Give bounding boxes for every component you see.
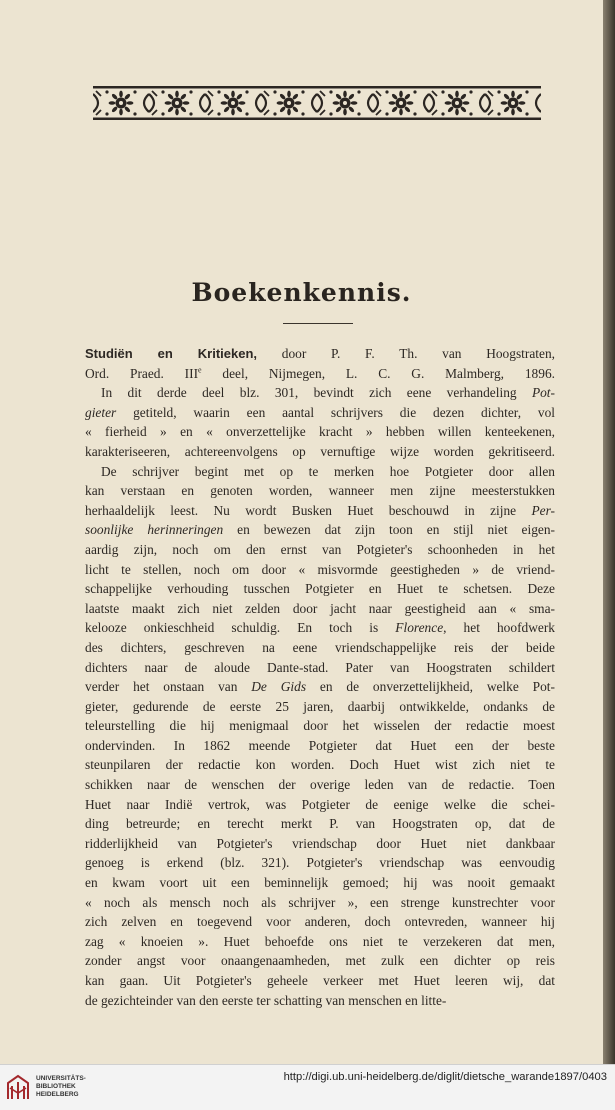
text-segment: door P. F. Th. van Hoogstraten, xyxy=(257,346,555,361)
text-segment: « noch als mensch noch als schrijver », een strenge kunstrechter voor xyxy=(85,894,555,910)
text-line xyxy=(85,520,555,540)
text-line xyxy=(85,618,555,638)
text-line xyxy=(85,697,555,717)
text-segment: ondervinden. In 1862 meende Potgieter dat Huet een der beste xyxy=(85,737,555,753)
text-segment: In dit derde deel blz. 301, bevindt zich eene verhandeling xyxy=(101,385,532,401)
text-line xyxy=(85,403,555,423)
text-line xyxy=(85,364,555,384)
text-segment: dichters naar de aloude Dante-stad. Pater van Hoogstraten schildert xyxy=(85,659,555,675)
text-segment: schikken naar de wenschen der overige leden van de redactie. Toen xyxy=(85,777,555,793)
text-segment: ding betreurde; en terecht merkt P. van Hoogstraten op, dat de xyxy=(85,816,555,832)
text-segment: schappelijke verhouding tusschen Potgieter en Huet te schetsen. Deze xyxy=(85,581,555,597)
text-segment: Florence xyxy=(395,620,444,636)
text-segment: Huet naar Indië vertrok, was Potgieter de eenige welke die schei- xyxy=(85,796,555,812)
text-line xyxy=(85,638,555,658)
text-line xyxy=(85,736,555,756)
text-segment: aardig zijn, noch om den ernst van Potgieter's schoonheden in het xyxy=(85,541,555,557)
text-segment: de gezichteinder van den eerste ter schatting van menschen en litte- xyxy=(85,992,447,1008)
ornament-icon xyxy=(93,84,541,122)
text-segment: Ord. Praed. III xyxy=(85,365,199,381)
text-segment: Pot- xyxy=(531,385,555,401)
text-line xyxy=(85,912,555,932)
text-segment: « fierheid » en « onverzettelijke kracht » hebben willen kenteekenen, xyxy=(85,424,555,440)
text-line xyxy=(85,501,555,521)
text-segment: gieter xyxy=(85,404,117,420)
text-line xyxy=(85,422,555,442)
text-segment: des dichters, geschreven na eene vriendschappelijke reis der beide xyxy=(85,639,555,655)
text-line xyxy=(85,579,555,599)
text-segment: De schrijver begint met op te merken hoe Potgieter door allen xyxy=(101,463,555,479)
text-line xyxy=(85,677,555,697)
text-line xyxy=(85,462,555,482)
text-line xyxy=(85,716,555,736)
text-line xyxy=(85,344,555,364)
text-line xyxy=(85,755,555,775)
library-name-line: HEIDELBERG xyxy=(36,1091,79,1098)
university-library-logo-icon xyxy=(6,1074,30,1101)
text-line xyxy=(85,599,555,619)
text-segment: zich zelven en toegevend voor anderen, doch ontevreden, wanneer hij xyxy=(85,914,555,930)
text-line xyxy=(85,991,555,1011)
text-segment: soonlijke herinneringen xyxy=(85,522,224,538)
text-segment: teleurstelling die hij menigmaal door het wisselen der redactie moest xyxy=(85,718,555,734)
text-segment: deel, Nijmegen, L. C. G. Malmberg, 1896. xyxy=(201,365,555,381)
source-url-link[interactable]: http://digi.ub.uni-heidelberg.de/diglit/dietsche_warande1897/0403 xyxy=(283,1071,607,1083)
text-segment: en bewezen dat zijn toon en stijl niet eigen- xyxy=(223,522,555,538)
text-line xyxy=(85,775,555,795)
section-heading: Boekenkennis. xyxy=(191,278,412,307)
text-segment: kan verstaan en genoten worden, wanneer men zijne meesterstukken xyxy=(85,483,555,499)
text-segment: , het hoofdwerk xyxy=(443,620,555,636)
text-segment: karakteriseeren, achtereenvolgens op vernuftige wijze worden gekritiseerd. xyxy=(85,443,555,459)
text-line xyxy=(85,383,555,403)
review-text-block xyxy=(85,344,555,1010)
text-segment: zonder angst voor onaangenaamheden, met zulk een dichter op reis xyxy=(85,953,555,969)
book-spine-shadow xyxy=(603,0,615,1064)
text-segment: genoeg is erkend (blz. 321). Potgieter's vriendschap was eenvoudig xyxy=(85,855,555,871)
text-line xyxy=(85,540,555,560)
text-segment: gieter, gedurende de eerste 25 jaren, daarbij ontwikkelde, ondanks de xyxy=(85,698,555,714)
text-line xyxy=(85,560,555,580)
text-segment: Per- xyxy=(531,502,555,518)
text-line xyxy=(85,873,555,893)
text-segment: en kwam voort uit een beminnelijk gemoed; hij was nooit gemaakt xyxy=(85,875,555,891)
text-segment: licht te stellen, noch om door « misvormde geestigheden » de vriend- xyxy=(85,561,555,577)
text-segment: getiteld, waarin een aantal schrijvers die dezen dichter, vol xyxy=(116,404,555,420)
text-line xyxy=(85,853,555,873)
text-line xyxy=(85,795,555,815)
text-line xyxy=(85,442,555,462)
decorative-vignette-border xyxy=(93,84,541,122)
heading-divider xyxy=(283,323,353,324)
text-segment: en de onverzettelijkheid, welke Pot- xyxy=(306,679,555,695)
text-line xyxy=(85,932,555,952)
library-name-line: BIBLIOTHEK xyxy=(36,1083,76,1090)
library-name xyxy=(36,1075,86,1099)
text-segment: steunpilaren der redactie kon worden. Doch Huet wist zich niet te xyxy=(85,757,555,773)
text-segment: zag « knoeien ». Huet behoefde ons niet te verzekeren dat men, xyxy=(85,933,555,949)
text-segment: verder het onstaan van xyxy=(85,679,252,695)
text-line xyxy=(85,951,555,971)
text-segment: De Gids xyxy=(251,679,307,695)
text-line xyxy=(85,971,555,991)
text-segment: kan gaan. Uit Potgieter's geheele verkeer met Huet leeren wij, dat xyxy=(85,973,555,988)
viewer-footer xyxy=(0,1064,615,1110)
text-segment: laatste maakt zich niet zelden door jacht naar geestigheid aan « sma- xyxy=(85,600,555,616)
text-segment: Studiën en Kritieken, xyxy=(85,346,258,361)
text-segment: herhaaldelijk leest. Nu wordt Busken Huet beschouwd in zijne xyxy=(85,502,532,518)
text-line xyxy=(85,814,555,834)
text-segment: kelooze onkieschheid schuldig. En toch is xyxy=(85,620,396,636)
text-segment: e xyxy=(198,365,202,375)
text-line xyxy=(85,893,555,913)
text-segment: ridderlijkheid van Potgieter's vriendschap door Huet niet dankbaar xyxy=(85,835,555,851)
text-line xyxy=(85,658,555,678)
text-line xyxy=(85,481,555,501)
library-name-line: UNIVERSITÄTS- xyxy=(36,1075,86,1082)
text-line xyxy=(85,834,555,854)
